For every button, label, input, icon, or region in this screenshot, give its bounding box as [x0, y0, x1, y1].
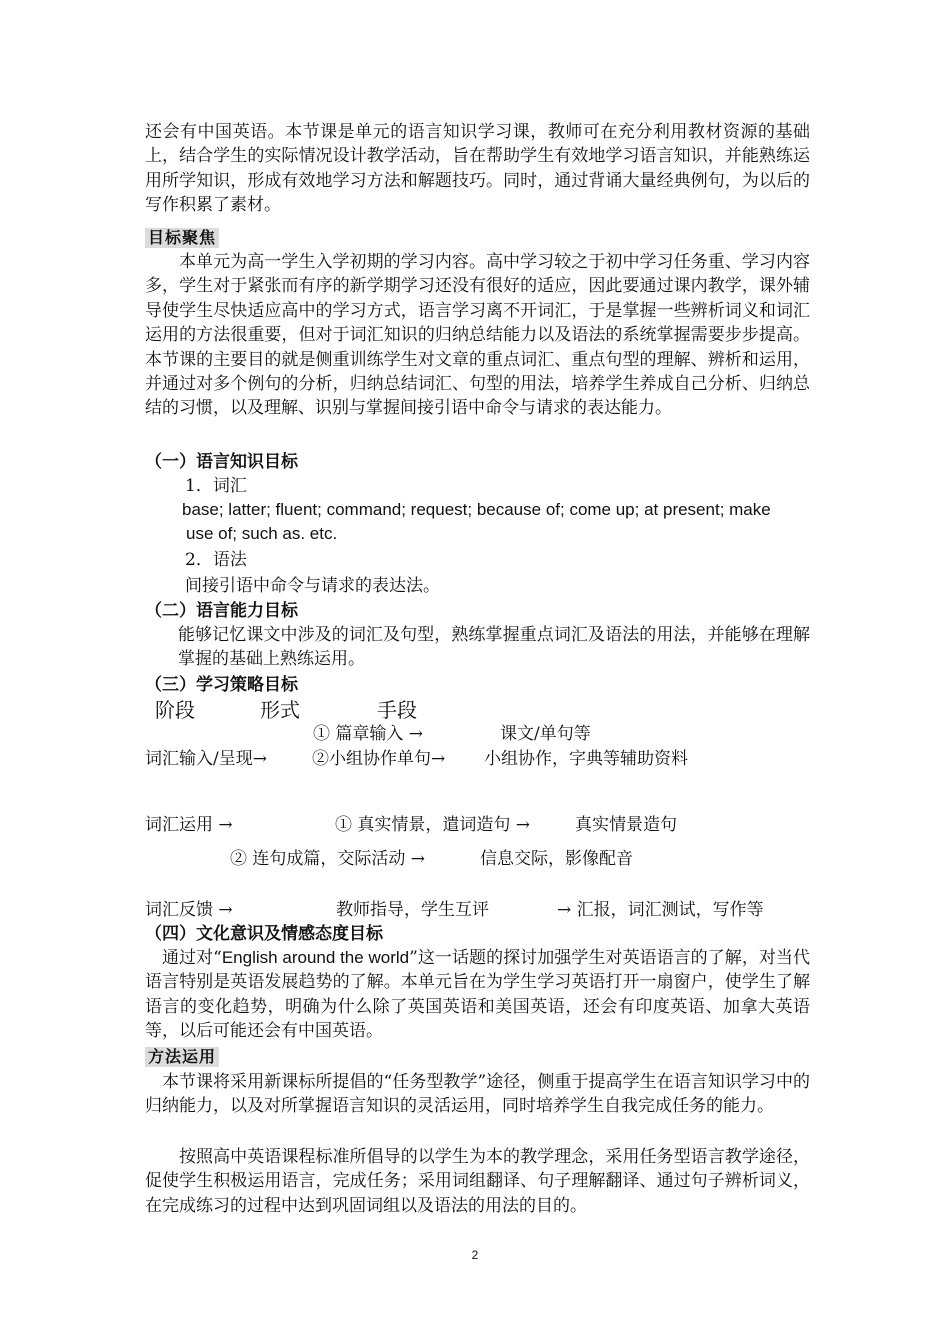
- culture-text-post: ”这一话题的探讨加强学生对英语语言的了解，对当代语言特别是英语发展趋势的了解。本单元旨在为学生学习英语打开一扇窗户，使学生了解语言的变化趋势，明确为什么除了英国英语和美国英语，还会有印度英语、加拿大英语等，以后可能还会有中国英语。: [145, 948, 810, 1042]
- row3-stage: 词汇运用 →: [145, 815, 233, 835]
- row2-form: ②小组协作单句→: [312, 749, 446, 769]
- vocab-line-1: base; latter; fluent; command; request; because of; come up; at present; make: [182, 500, 771, 519]
- grammar-label: 2．语法: [185, 550, 247, 570]
- page-number: 2: [471, 1248, 479, 1262]
- row1-means: 课文/单句等: [500, 724, 591, 744]
- section-tag-methods: 方法运用: [145, 1047, 219, 1067]
- culture-heading: （四）文化意识及情感态度目标: [145, 924, 383, 944]
- row3-form: ① 真实情景，遣词造句 →: [335, 815, 531, 835]
- col-stage-header: 阶段: [155, 698, 195, 722]
- vocab-line-2: use of; such as. etc.: [186, 524, 338, 543]
- section-tag-goals: 目标聚焦: [145, 228, 219, 248]
- knowledge-heading: （一）语言知识目标: [145, 452, 298, 472]
- culture-text-english-topic: English around the world: [221, 948, 410, 967]
- strategy-heading: （三）学习策略目标: [145, 675, 298, 695]
- row3-means: 真实情景造句: [575, 815, 677, 835]
- culture-text: [145, 946, 810, 1044]
- row4-form: ② 连句成篇，交际活动 →: [230, 849, 426, 869]
- col-means-header: 手段: [377, 698, 417, 722]
- intro-paragraph: 还会有中国英语。本节课是单元的语言知识学习课，教师可在充分利用教材资源的基础上，结合学生的实际情况设计教学活动，旨在帮助学生有效地学习语言知识，并能熟练运用所学知识，形成有效地学习方法和解题技巧。同时，通过背诵大量经典例句，为以后的写作积累了素材。: [145, 122, 810, 216]
- methods-paragraph-2: 按照高中英语课程标准所倡导的以学生为本的教学理念，采用任务型语言教学途径，促使学生积极运用语言，完成任务；采用词组翻译、句子理解翻译、通过句子辨析词义，在完成练习的过程中达到巩固词组以及语法的用法的目的。: [145, 1147, 810, 1216]
- row5-means: → 汇报，词汇测试，写作等: [557, 900, 764, 920]
- vocab-label: 1．词汇: [185, 476, 247, 496]
- row1-form: ① 篇章输入 →: [313, 724, 424, 744]
- grammar-text: 间接引语中命令与请求的表达法。: [185, 576, 440, 596]
- col-form-header: 形式: [260, 698, 300, 722]
- row2-stage: 词汇输入/呈现→: [145, 749, 267, 769]
- row4-means: 信息交际，影像配音: [480, 849, 633, 869]
- ability-heading: （二）语言能力目标: [145, 601, 298, 621]
- row5-form: 教师指导，学生互评: [336, 900, 489, 920]
- row5-stage: 词汇反馈 →: [145, 900, 233, 920]
- culture-text-pre: 通过对“: [162, 948, 222, 968]
- ability-text: 能够记忆课文中涉及的词汇及句型，熟练掌握重点词汇及语法的用法，并能够在理解掌握的基础上熟练运用。: [178, 625, 810, 670]
- methods-paragraph-1: 本节课将采用新课标所提倡的“任务型教学”途径，侧重于提高学生在语言知识学习中的归纳能力，以及对所掌握语言知识的灵活运用，同时培养学生自我完成任务的能力。: [145, 1072, 810, 1117]
- goals-paragraph: 本单元为高一学生入学初期的学习内容。高中学习较之于初中学习任务重、学习内容多，学生对于紧张而有序的新学期学习还没有很好的适应，因此要通过课内教学，课外辅导使学生尽快适应高中的学习方式，语言学习离不开词汇，于是掌握一些辨析词义和词汇运用的方法很重要，但对于词汇知识的归纳总结能力以及语法的系统掌握需要步步提高。本节课的主要目的就是侧重训练学生对文章的重点词汇、重点句型的理解、辨析和运用，并通过对多个例句的分析，归纳总结词汇、句型的用法，培养学生养成自己分析、归纳总结的习惯，以及理解、识别与掌握间接引语中命令与请求的表达能力。: [145, 252, 810, 419]
- row2-means: 小组协作，字典等辅助资料: [484, 749, 688, 769]
